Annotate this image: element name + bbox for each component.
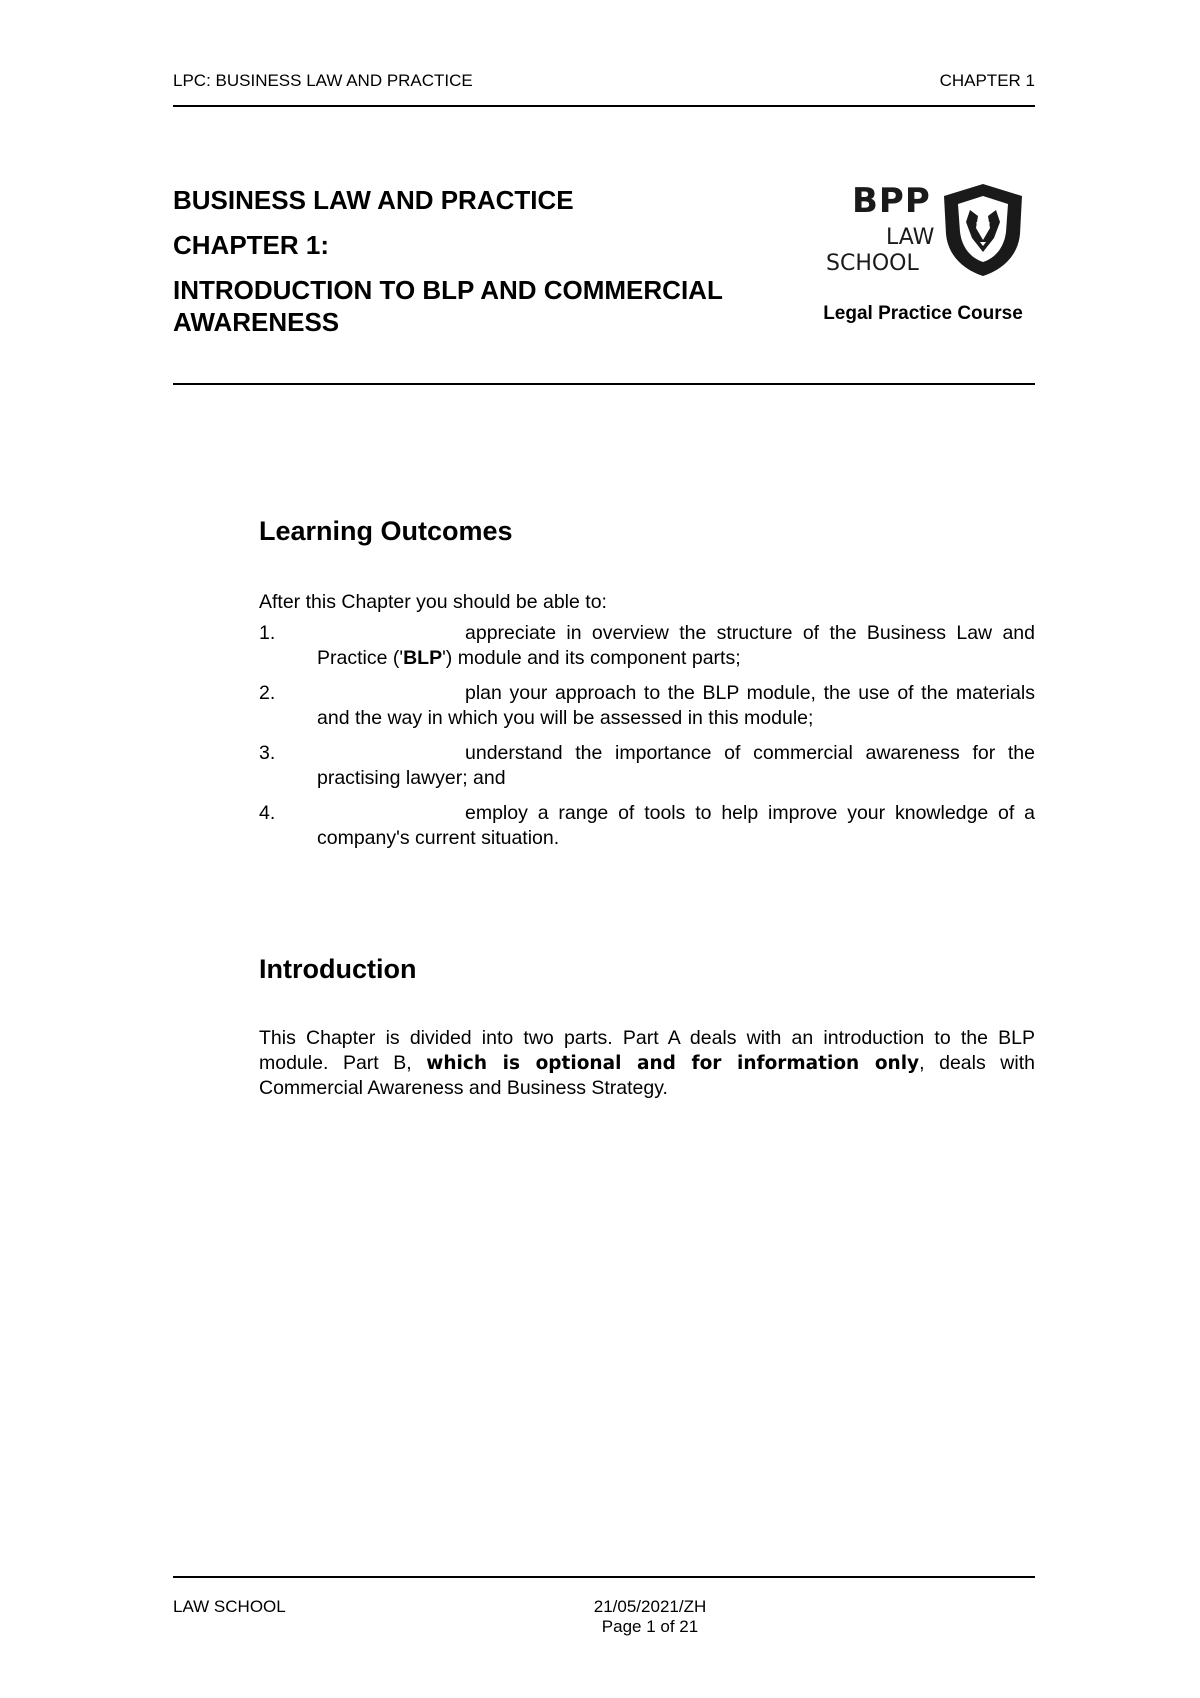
- intro-text: This Chapter is divided into two parts. Part A deals with an introduction to the BLP module. Part B,: [259, 1027, 1035, 1074]
- list-item-bold: BLP: [403, 647, 443, 669]
- bpp-law-school-logo: [822, 182, 1027, 282]
- list-item: [259, 801, 1035, 851]
- logo-law: LAW: [886, 225, 935, 250]
- header-course-title: LPC: BUSINESS LAW AND PRACTICE: [173, 71, 473, 90]
- footer-date: 21/05/2021/ZH: [593, 1597, 707, 1616]
- logo-school: SCHOOL: [826, 251, 919, 276]
- page-number: Page 1 of 21: [601, 1617, 699, 1636]
- header-chapter: CHAPTER 1: [939, 71, 1035, 90]
- learning-outcomes-heading: Learning Outcomes: [259, 516, 513, 546]
- running-header: [173, 71, 1035, 91]
- chapter-title-block: [173, 184, 793, 338]
- module-title: BUSINESS LAW AND PRACTICE: [173, 185, 574, 215]
- learning-outcomes-list: [259, 621, 1035, 861]
- list-item-number: 3.: [259, 742, 276, 764]
- list-item-number: 1.: [259, 622, 276, 644]
- intro-bold-text: which is optional and for information only: [426, 1053, 920, 1074]
- list-item: [259, 621, 1035, 671]
- list-item-text: understand the importance of commercial awareness for the practising lawyer; and: [317, 742, 1035, 789]
- header-rule: [173, 105, 1035, 107]
- learning-outcomes-lead: After this Chapter you should be able to:: [259, 591, 607, 613]
- chapter-number: CHAPTER 1:: [173, 230, 330, 260]
- list-item-text: appreciate in overview the structure of the Business Law and Practice (': [317, 622, 1035, 669]
- footer-center: [500, 1597, 800, 1637]
- list-item-text: plan your approach to the BLP module, the use of the materials and the way in which you will be assessed in this module;: [317, 682, 1035, 729]
- logo-brand: BPP: [852, 181, 931, 221]
- list-item-number: 4.: [259, 802, 276, 824]
- footer-rule: [173, 1576, 1035, 1578]
- lion-shield-icon: [940, 182, 1026, 278]
- intro-text: , deals with Commercial Awareness and Business Strategy.: [259, 1052, 1035, 1099]
- chapter-title: INTRODUCTION TO BLP AND COMMERCIAL AWARENESS: [173, 275, 723, 337]
- list-item: [259, 741, 1035, 791]
- list-item-text: ') module and its component parts;: [442, 647, 741, 669]
- list-item-number: 2.: [259, 682, 276, 704]
- title-rule: [173, 383, 1035, 385]
- introduction-heading: Introduction: [259, 954, 417, 984]
- introduction-paragraph: [259, 1026, 1035, 1101]
- footer-school: LAW SCHOOL: [173, 1597, 286, 1616]
- course-label: Legal Practice Course: [823, 303, 1023, 324]
- list-item-text: employ a range of tools to help improve your knowledge of a company's current situation.: [317, 802, 1035, 849]
- list-item: [259, 681, 1035, 731]
